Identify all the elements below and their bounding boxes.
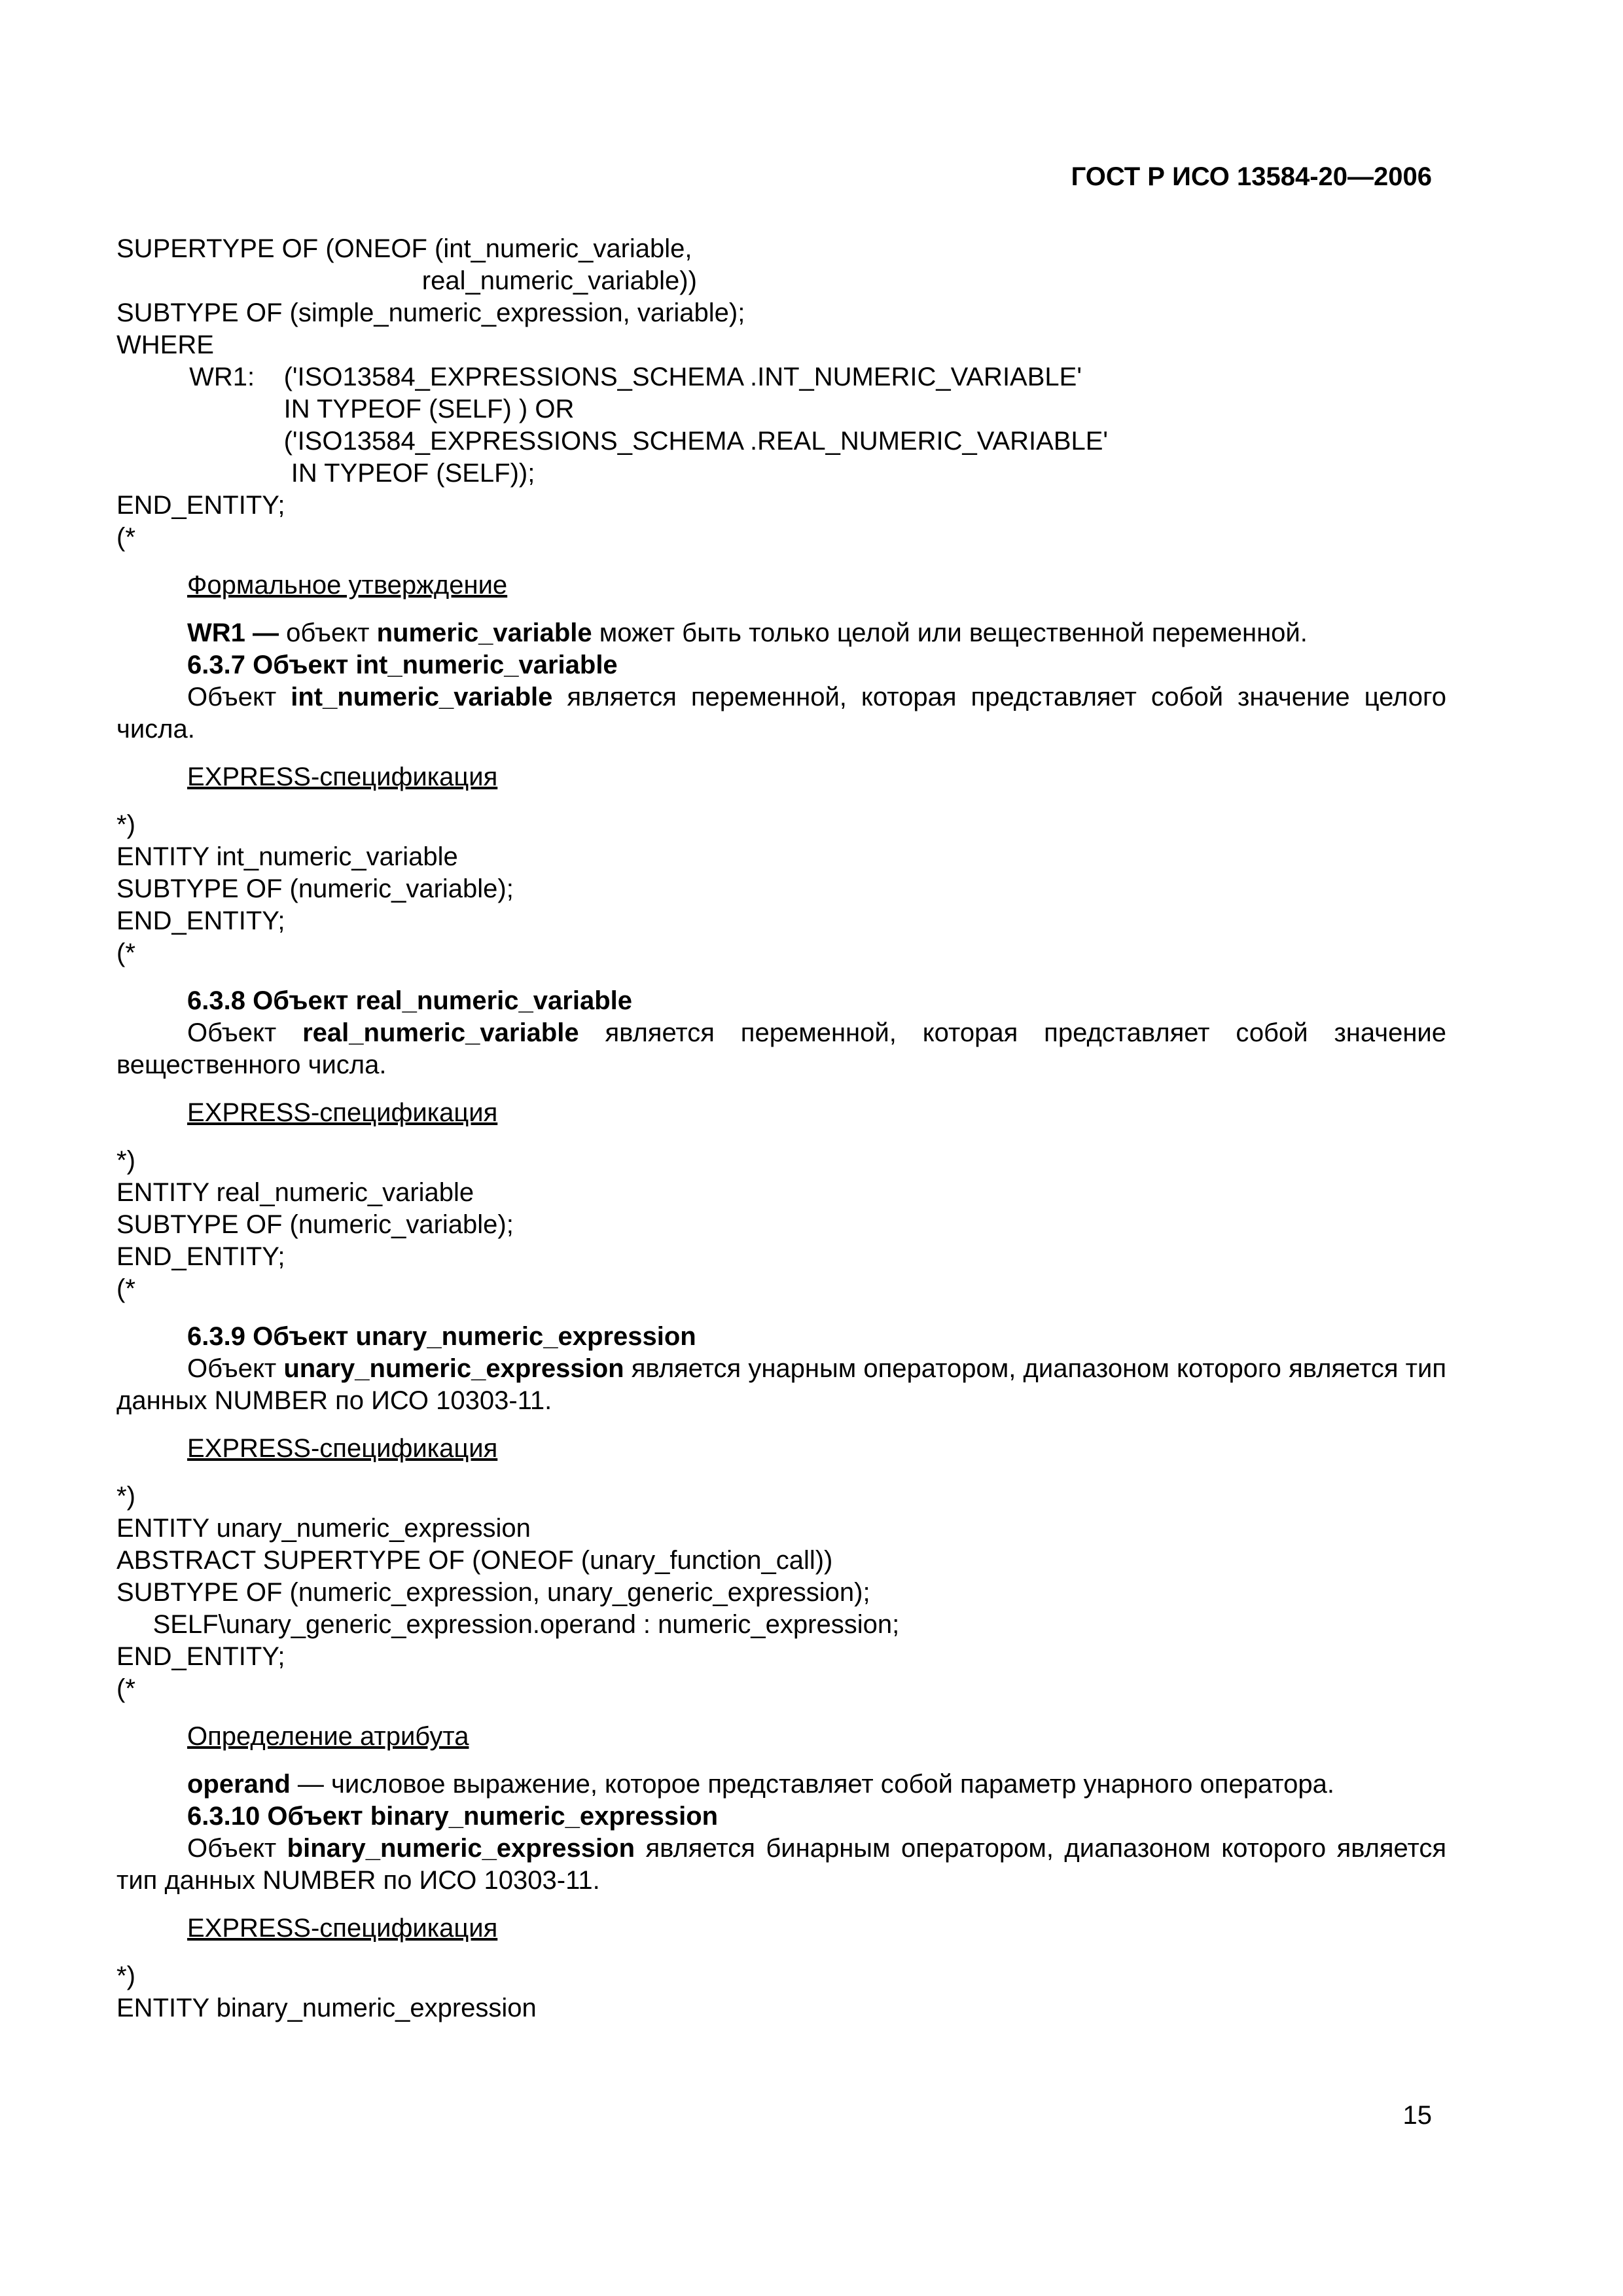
- code-block-int-numeric-variable: [116, 809, 1446, 969]
- section-heading-6-3-9: 6.3.9 Объект unary_numeric_expression: [187, 1322, 696, 1351]
- code-line: (*: [116, 1674, 135, 1703]
- page-number: 15: [1402, 2101, 1432, 2130]
- code-line: SUPERTYPE OF (ONEOF (int_numeric_variable,: [116, 234, 692, 263]
- code-line: ENTITY real_numeric_variable: [116, 1178, 474, 1207]
- code-line: *): [116, 1146, 135, 1175]
- wr1-term: WR1 —: [187, 619, 279, 647]
- code-line: SUBTYPE OF (simple_numeric_expression, variable);: [116, 298, 745, 327]
- operand-term: operand: [187, 1770, 291, 1799]
- code-block-numeric-variable: [116, 233, 1446, 554]
- code-line: ENTITY binary_numeric_expression: [116, 1994, 537, 2022]
- code-line: WHERE: [116, 331, 214, 359]
- code-line: (*: [116, 1274, 135, 1303]
- section-text-6-3-8: Объект real_numeric_variable является переменной, которая представляет собой значение вещественного числа.: [116, 1018, 1447, 1079]
- code-line: ENTITY int_numeric_variable: [116, 842, 458, 871]
- code-line: ABSTRACT SUPERTYPE OF (ONEOF (unary_function_call)): [116, 1546, 833, 1575]
- code-block-real-numeric-variable: [116, 1145, 1446, 1305]
- section-heading-6-3-7: 6.3.7 Объект int_numeric_variable: [187, 651, 618, 679]
- code-block-unary-numeric-expression: [116, 1480, 1446, 1705]
- code-line: SUBTYPE OF (numeric_variable);: [116, 1210, 514, 1239]
- code-line: (*: [116, 523, 135, 552]
- operand-definition: operand — числовое выражение, которое представляет собой параметр унарного оператора.: [187, 1770, 1335, 1799]
- code-line: SUBTYPE OF (numeric_expression, unary_generic_expression);: [116, 1578, 870, 1607]
- code-block-binary-numeric-expression: [116, 1960, 1446, 2024]
- code-line: *): [116, 810, 135, 839]
- express-spec-label: EXPRESS-спецификация: [187, 1434, 498, 1463]
- wr1-definition: WR1 — объект numeric_variable может быть только целой или вещественной переменной.: [187, 619, 1308, 647]
- code-line: SELF\unary_generic_expression.operand : numeric_expression;: [116, 1610, 900, 1639]
- section-heading-6-3-10: 6.3.10 Объект binary_numeric_expression: [187, 1802, 719, 1831]
- code-line: (*: [116, 939, 135, 967]
- express-spec-label: EXPRESS-спецификация: [187, 1098, 498, 1127]
- formal-statement-heading: Формальное утверждение: [187, 571, 508, 600]
- code-line: WR1: ('ISO13584_EXPRESSIONS_SCHEMA .INT_NUMERIC_VARIABLE': [116, 363, 1082, 391]
- code-line: END_ENTITY;: [116, 491, 285, 520]
- code-line: ('ISO13584_EXPRESSIONS_SCHEMA .REAL_NUMERIC_VARIABLE': [116, 427, 1109, 456]
- code-line: SUBTYPE OF (numeric_variable);: [116, 874, 514, 903]
- page-content: [116, 233, 1446, 2024]
- code-line: *): [116, 1962, 135, 1990]
- code-line: real_numeric_variable)): [116, 266, 697, 295]
- section-text-6-3-7: Объект int_numeric_variable является переменной, которая представляет собой значение целого числа.: [116, 683, 1447, 744]
- section-heading-6-3-8: 6.3.8 Объект real_numeric_variable: [187, 986, 632, 1015]
- section-text-6-3-9: Объект unary_numeric_expression является унарным оператором, диапазоном которого является тип данных NUMBER по ИСО 10303-11.: [116, 1354, 1446, 1415]
- express-spec-label: EXPRESS-спецификация: [187, 1914, 498, 1943]
- document-header: ГОСТ Р ИСО 13584-20—2006: [1071, 162, 1432, 191]
- code-line: IN TYPEOF (SELF) ) OR: [116, 395, 575, 423]
- code-line: ENTITY unary_numeric_expression: [116, 1514, 531, 1543]
- code-line: *): [116, 1482, 135, 1511]
- code-line: IN TYPEOF (SELF));: [116, 459, 535, 488]
- code-line: END_ENTITY;: [116, 1642, 285, 1671]
- code-line: END_ENTITY;: [116, 906, 285, 935]
- code-line: END_ENTITY;: [116, 1242, 285, 1271]
- express-spec-label: EXPRESS-спецификация: [187, 762, 498, 791]
- section-text-6-3-10: Объект binary_numeric_expression является бинарным оператором, диапазоном которого является тип данных NUMBER по ИСО 10303-11.: [116, 1834, 1447, 1895]
- attribute-definition-heading: Определение атрибута: [187, 1722, 469, 1751]
